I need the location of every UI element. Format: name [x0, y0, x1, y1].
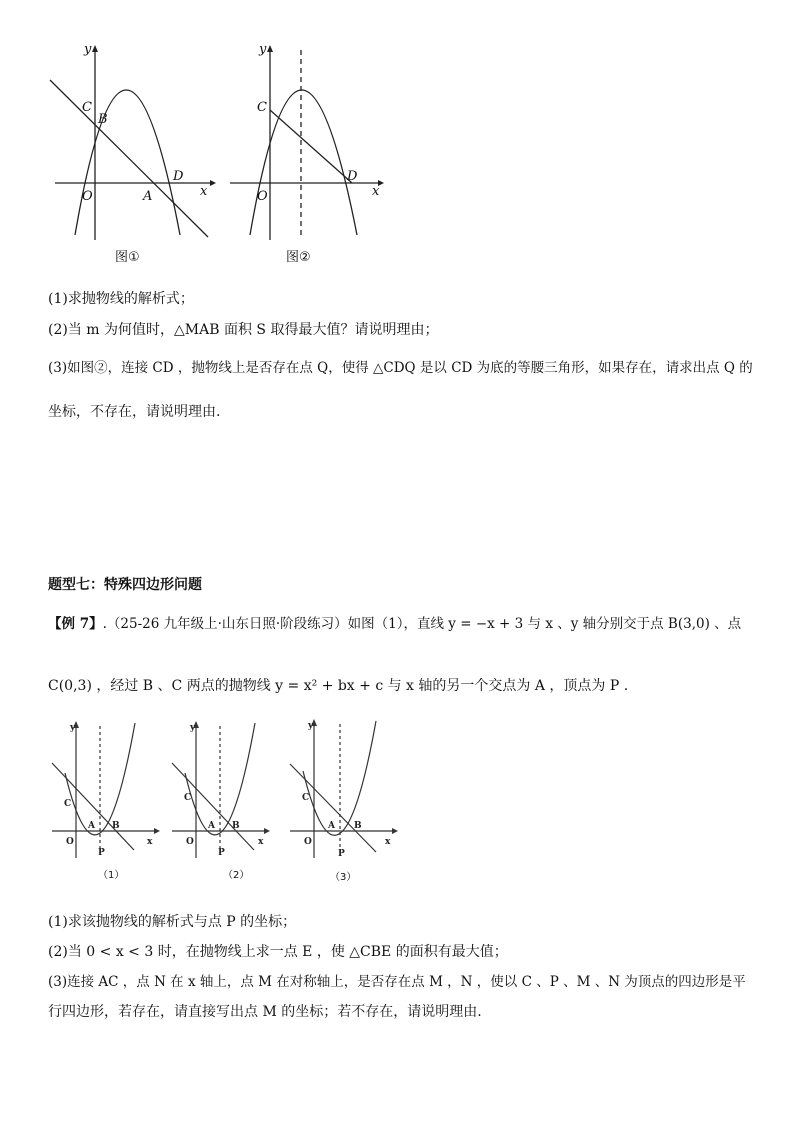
- example7-line1-text: .（25-26 九年级上·山东日照·阶段练习）如图（1），直线 y = −x + 3 与 x 、y 轴分别交于点 B(3,0) 、点: [102, 616, 742, 632]
- figure-1-caption: 图①: [115, 250, 140, 265]
- label-x: x: [258, 837, 264, 847]
- label-x: x: [147, 837, 153, 847]
- p2-question-3-line1: (3)连接 AC ，点 N 在 x 轴上，点 M 在对称轴上，是否存在点 M ，N ，使以 C 、P 、M 、N 为顶点的四边形是平: [48, 974, 746, 990]
- p1-question-3-line1: (3)如图②，连接 CD ，抛物线上是否存在点 Q，使得 △CDQ 是以 CD 为底的等腰三角形，如果存在，请求出点 Q 的: [48, 360, 753, 376]
- example7-line1: [48, 614, 741, 634]
- label-o: O: [257, 189, 268, 204]
- label-c: C: [257, 100, 267, 115]
- label-o: O: [66, 837, 74, 847]
- p2-question-1: (1)求该抛物线的解析式与点 P 的坐标；: [48, 914, 297, 930]
- figure-2-caption: 图②: [286, 250, 311, 265]
- label-b: B: [232, 821, 240, 831]
- label-p: P: [98, 848, 105, 858]
- label-y: y: [70, 723, 76, 733]
- label-o: O: [186, 837, 194, 847]
- label-p: P: [338, 849, 345, 859]
- example7-tag: 【例 7】: [48, 616, 103, 632]
- label-a: A: [143, 189, 153, 204]
- label-o: O: [304, 837, 312, 847]
- label-b: B: [354, 821, 362, 831]
- label-y: y: [190, 723, 196, 733]
- label-p: P: [218, 848, 225, 858]
- label-b: B: [98, 112, 108, 127]
- line-bc: [172, 763, 254, 850]
- label-b: B: [112, 821, 120, 831]
- p1-question-2: (2)当 m 为何值时，△MAB 面积 S 取得最大值？请说明理由；: [48, 322, 439, 338]
- label-y: y: [84, 42, 92, 57]
- label-x: x: [372, 184, 380, 199]
- segment-cd: [270, 110, 352, 183]
- label-a: A: [88, 821, 95, 831]
- label-c: C: [82, 100, 92, 115]
- label-x: x: [385, 837, 391, 847]
- figure-b2-caption: （2）: [223, 870, 250, 881]
- figure-b3-caption: （3）: [330, 872, 357, 883]
- label-y: y: [308, 721, 314, 731]
- line-ad: [50, 80, 208, 237]
- figure-b2: [170, 718, 285, 863]
- figure-b3: [288, 716, 408, 864]
- label-d: D: [173, 169, 184, 184]
- figure-2: [222, 35, 392, 245]
- label-y: y: [259, 42, 267, 57]
- figure-b1: [50, 718, 165, 863]
- label-c: C: [184, 793, 192, 803]
- p1-question-1: (1)求抛物线的解析式；: [48, 291, 194, 307]
- label-c: C: [302, 793, 310, 803]
- figure-b1-caption: （1）: [98, 870, 125, 881]
- line-bc: [290, 764, 376, 852]
- label-a: A: [208, 821, 215, 831]
- p2-question-2: (2)当 0 < x < 3 时，在抛物线上求一点 E ，使 △CBE 的面积有最大值；: [48, 944, 508, 960]
- label-o: O: [82, 189, 93, 204]
- label-c: C: [64, 799, 72, 809]
- label-x: x: [200, 184, 208, 199]
- section-title: 题型七：特殊四边形问题: [48, 577, 202, 593]
- example7-line2: C(0,3) ，经过 B 、C 两点的抛物线 y = x² + bx + c 与 x 轴的另一个交点为 A ，顶点为 P .: [48, 678, 629, 694]
- label-d: D: [347, 169, 358, 184]
- p2-question-3-line2: 行四边形，若存在，请直接写出点 M 的坐标；若不存在，请说明理由.: [48, 1004, 482, 1020]
- p1-question-3-line2: 坐标，不存在，请说明理由.: [48, 404, 221, 420]
- label-a: A: [328, 821, 335, 831]
- figure-1: [40, 35, 220, 245]
